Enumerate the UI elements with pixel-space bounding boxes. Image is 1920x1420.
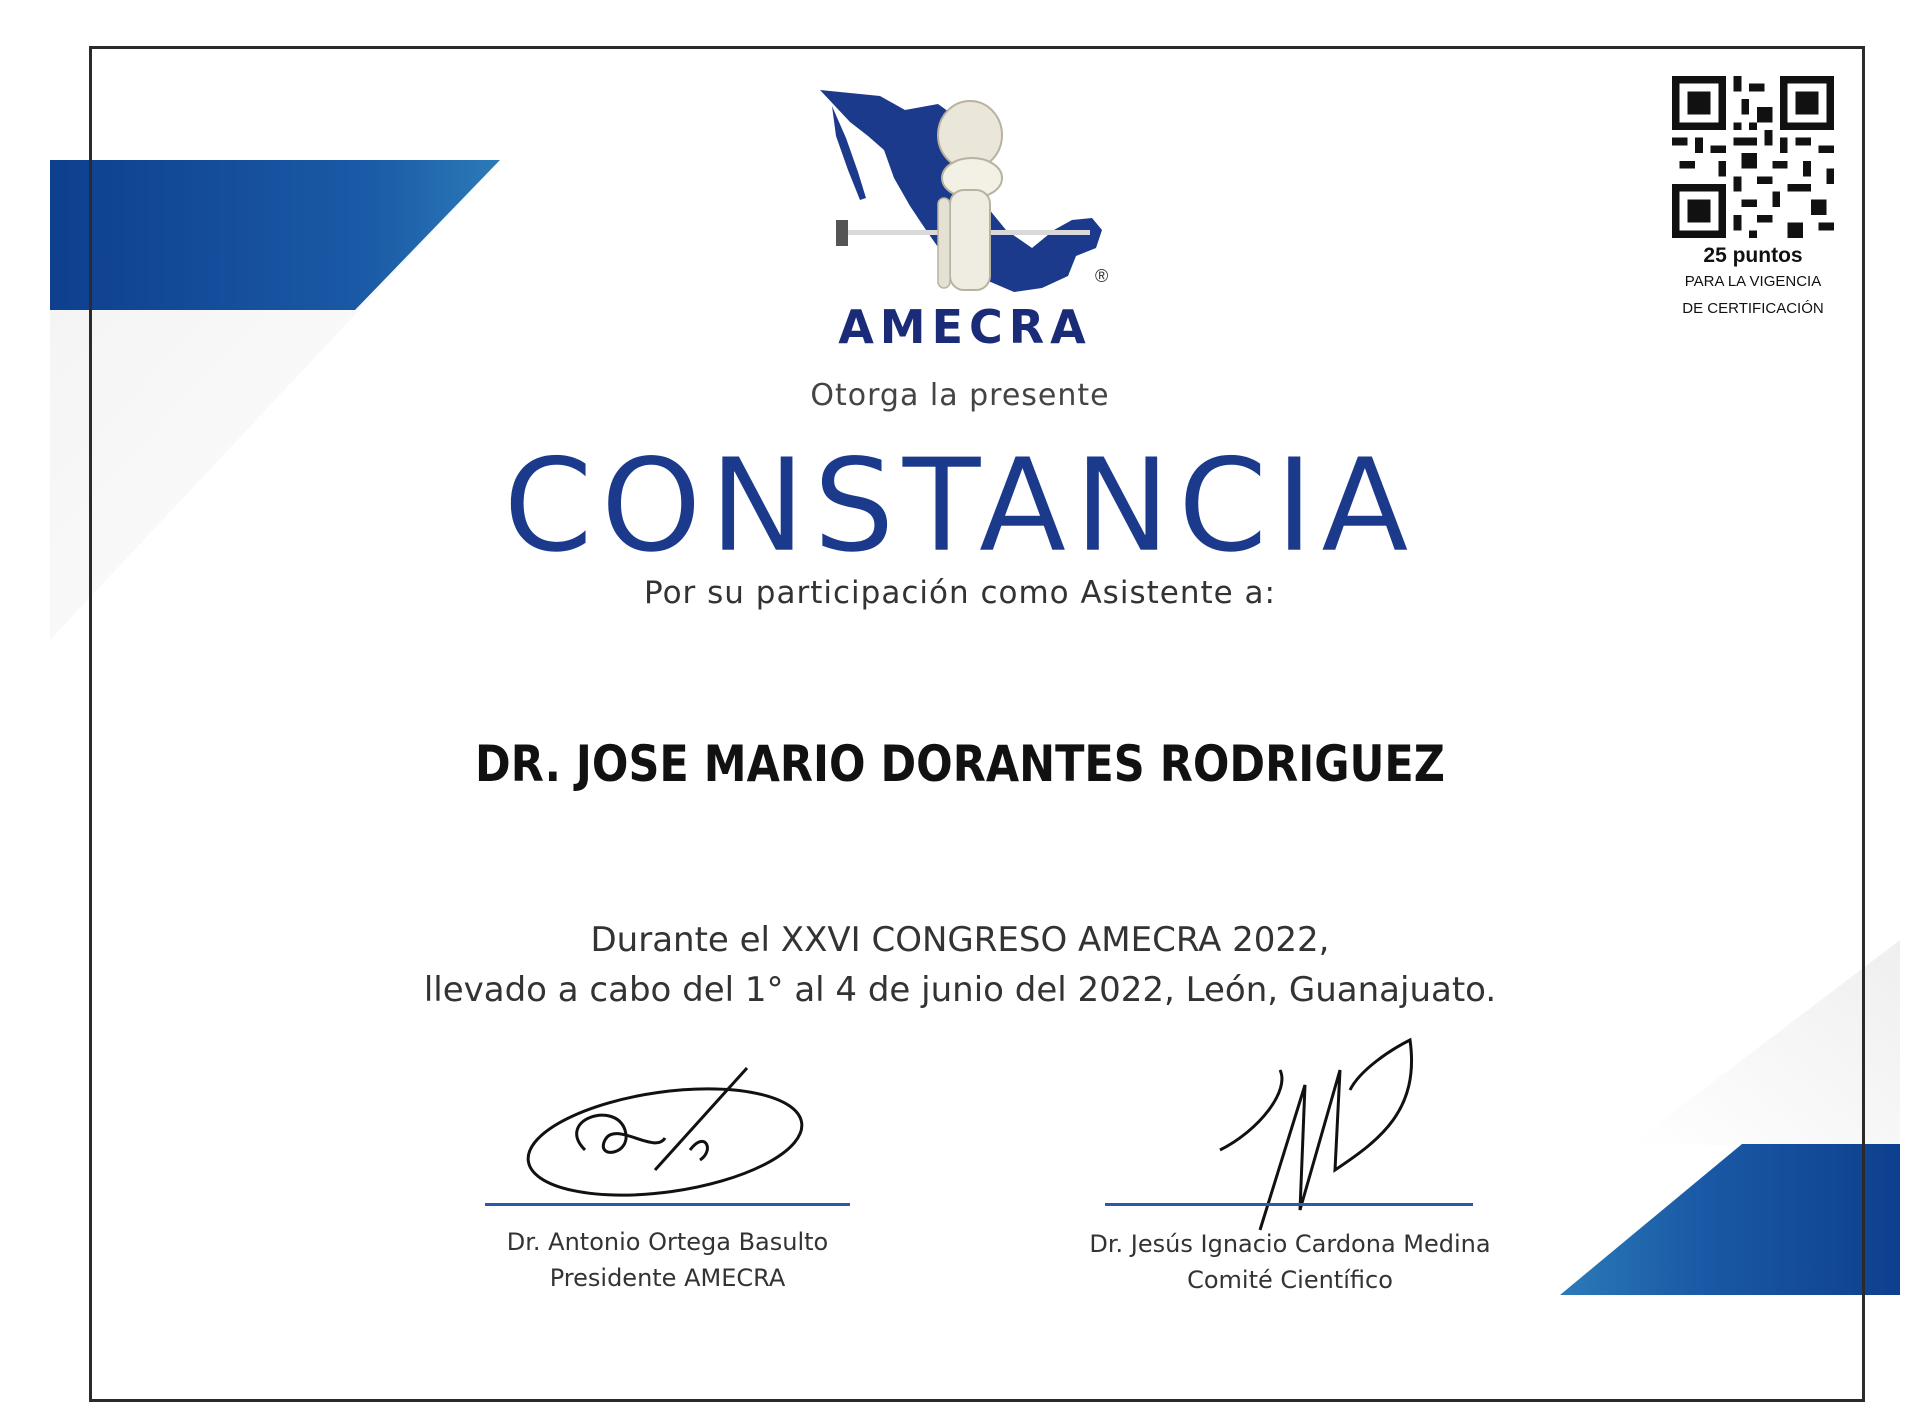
event-line-1: Durante el XXVI CONGRESO AMECRA 2022, bbox=[590, 920, 1330, 960]
signatory-1-role: Presidente AMECRA bbox=[549, 1264, 786, 1292]
certificate-title: CONSTANCIA bbox=[503, 432, 1417, 581]
qr-points-label: 25 puntos bbox=[1703, 244, 1803, 267]
qr-code-icon bbox=[1672, 76, 1834, 238]
logo-wordmark: AMECRA bbox=[838, 300, 1092, 354]
recipient-name: DR. JOSE MARIO DORANTES RODRIGUEZ bbox=[475, 735, 1445, 793]
signature-1 bbox=[515, 1060, 815, 1220]
qr-caption-line2: DE CERTIFICACIÓN bbox=[1682, 300, 1824, 317]
participation-text: Por su participación como Asistente a: bbox=[644, 575, 1276, 611]
qr-caption-line1: PARA LA VIGENCIA bbox=[1684, 273, 1822, 290]
signatory-2-name: Dr. Jesús Ignacio Cardona Medina bbox=[1089, 1230, 1491, 1258]
amecra-logo bbox=[810, 80, 1130, 355]
mexico-map-knee-icon bbox=[810, 80, 1130, 310]
registered-mark: ® bbox=[1095, 266, 1109, 286]
signature-2 bbox=[1200, 1030, 1440, 1250]
intro-text: Otorga la presente bbox=[810, 378, 1110, 413]
signature-line-1 bbox=[485, 1203, 850, 1206]
event-line-2: llevado a cabo del 1° al 4 de junio del 2022, León, Guanajuato. bbox=[423, 970, 1497, 1010]
signature-line-2 bbox=[1105, 1203, 1473, 1206]
signatory-2-role: Comité Científico bbox=[1187, 1266, 1393, 1294]
signatory-1-name: Dr. Antonio Ortega Basulto bbox=[506, 1228, 829, 1256]
